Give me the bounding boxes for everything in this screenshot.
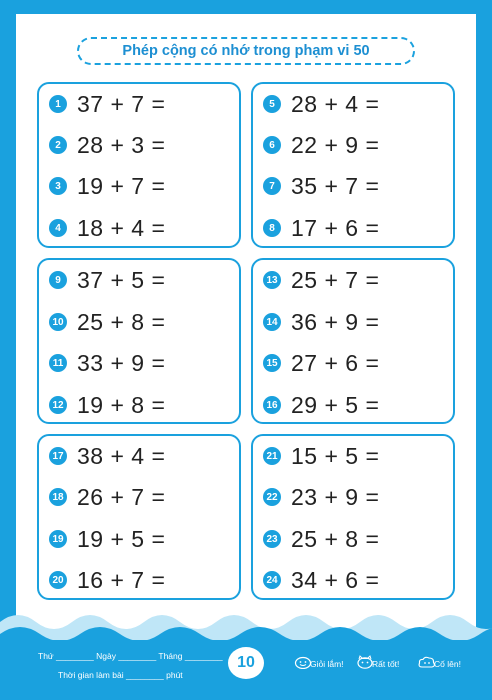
- exercise-number-badge: 6: [263, 136, 281, 154]
- exercise-expression: 17 + 6 =: [291, 214, 380, 241]
- exercise-number-badge: 1: [49, 95, 67, 113]
- exercise-number-badge: 13: [263, 271, 281, 289]
- exercise-number-badge: 3: [49, 177, 67, 195]
- exercise-item: [263, 482, 379, 512]
- exercise-expression: 16 + 7 =: [77, 566, 166, 593]
- exercise-item: [49, 171, 165, 201]
- exercise-expression: 28 + 3 =: [77, 131, 166, 158]
- exercise-expression: 37 + 5 =: [77, 266, 166, 293]
- exercise-number-badge: 8: [263, 219, 281, 237]
- exercise-item: [49, 482, 165, 512]
- exercise-expression: 29 + 5 =: [291, 391, 380, 418]
- exercise-expression: 19 + 5 =: [77, 525, 166, 552]
- exercise-number-badge: 5: [263, 95, 281, 113]
- exercise-box-5: [37, 434, 241, 600]
- exercise-item: [263, 348, 379, 378]
- exercise-expression: 19 + 7 =: [77, 172, 166, 199]
- exercise-item: [263, 89, 379, 119]
- exercise-item: [263, 307, 379, 337]
- exercise-box-6: [251, 434, 455, 600]
- rating-label: Rất tốt!: [372, 659, 400, 669]
- exercise-expression: 28 + 4 =: [291, 90, 380, 117]
- exercise-number-badge: 9: [49, 271, 67, 289]
- frame-top-border: [0, 0, 492, 14]
- exercise-expression: 34 + 6 =: [291, 566, 380, 593]
- exercise-expression: 26 + 7 =: [77, 483, 166, 510]
- exercise-number-badge: 7: [263, 177, 281, 195]
- exercise-expression: 27 + 6 =: [291, 349, 380, 376]
- exercise-number-badge: 22: [263, 488, 281, 506]
- exercise-box-4: [251, 258, 455, 424]
- exercise-expression: 25 + 8 =: [77, 308, 166, 335]
- exercise-number-badge: 16: [263, 396, 281, 414]
- exercise-item: [263, 565, 379, 595]
- exercise-item: [49, 441, 165, 471]
- frame-left-border: [0, 0, 16, 700]
- exercise-expression: 33 + 9 =: [77, 349, 166, 376]
- exercise-expression: 25 + 7 =: [291, 266, 380, 293]
- exercise-number-badge: 4: [49, 219, 67, 237]
- exercise-number-badge: 14: [263, 313, 281, 331]
- exercise-item: [49, 348, 165, 378]
- exercise-number-badge: 2: [49, 136, 67, 154]
- exercise-expression: 23 + 9 =: [291, 483, 380, 510]
- exercise-item: [49, 213, 165, 243]
- exercise-number-badge: 12: [49, 396, 67, 414]
- exercise-item: [49, 565, 165, 595]
- exercise-expression: 15 + 5 =: [291, 442, 380, 469]
- exercise-expression: 25 + 8 =: [291, 525, 380, 552]
- time-line: Thời gian làm bài ________ phút: [58, 670, 183, 680]
- exercise-item: [263, 171, 379, 201]
- exercise-expression: 37 + 7 =: [77, 90, 166, 117]
- exercise-number-badge: 21: [263, 447, 281, 465]
- page-number: [228, 647, 264, 679]
- page-number-text: 10: [237, 654, 255, 671]
- exercise-item: [49, 265, 165, 295]
- exercise-expression: 18 + 4 =: [77, 214, 166, 241]
- date-line: Thứ ________ Ngày ________ Tháng ________: [38, 651, 223, 661]
- exercise-item: [263, 213, 379, 243]
- exercise-item: [263, 265, 379, 295]
- exercise-box-3: [37, 258, 241, 424]
- frame-right-border: [476, 0, 492, 700]
- exercise-item: [49, 307, 165, 337]
- exercise-number-badge: 23: [263, 530, 281, 548]
- exercise-number-badge: 17: [49, 447, 67, 465]
- exercise-box-1: [37, 82, 241, 248]
- rating-label: Giỏi lắm!: [310, 659, 344, 669]
- exercise-item: [49, 390, 165, 420]
- exercise-expression: 35 + 7 =: [291, 172, 380, 199]
- exercise-item: [263, 390, 379, 420]
- exercise-item: [49, 130, 165, 160]
- exercise-expression: 19 + 8 =: [77, 391, 166, 418]
- exercise-number-badge: 18: [49, 488, 67, 506]
- exercise-number-badge: 15: [263, 354, 281, 372]
- exercise-expression: 36 + 9 =: [291, 308, 380, 335]
- page-title: Phép cộng có nhớ trong phạm vi 50: [77, 37, 415, 65]
- exercise-item: [49, 89, 165, 119]
- exercise-number-badge: 10: [49, 313, 67, 331]
- exercise-number-badge: 24: [263, 571, 281, 589]
- exercise-number-badge: 19: [49, 530, 67, 548]
- exercise-expression: 22 + 9 =: [291, 131, 380, 158]
- exercise-item: [263, 441, 379, 471]
- rating-label: Cố lên!: [434, 659, 461, 669]
- exercise-box-2: [251, 82, 455, 248]
- exercise-number-badge: 20: [49, 571, 67, 589]
- exercise-item: [263, 524, 379, 554]
- exercise-item: [263, 130, 379, 160]
- exercise-number-badge: 11: [49, 354, 67, 372]
- exercise-expression: 38 + 4 =: [77, 442, 166, 469]
- exercise-item: [49, 524, 165, 554]
